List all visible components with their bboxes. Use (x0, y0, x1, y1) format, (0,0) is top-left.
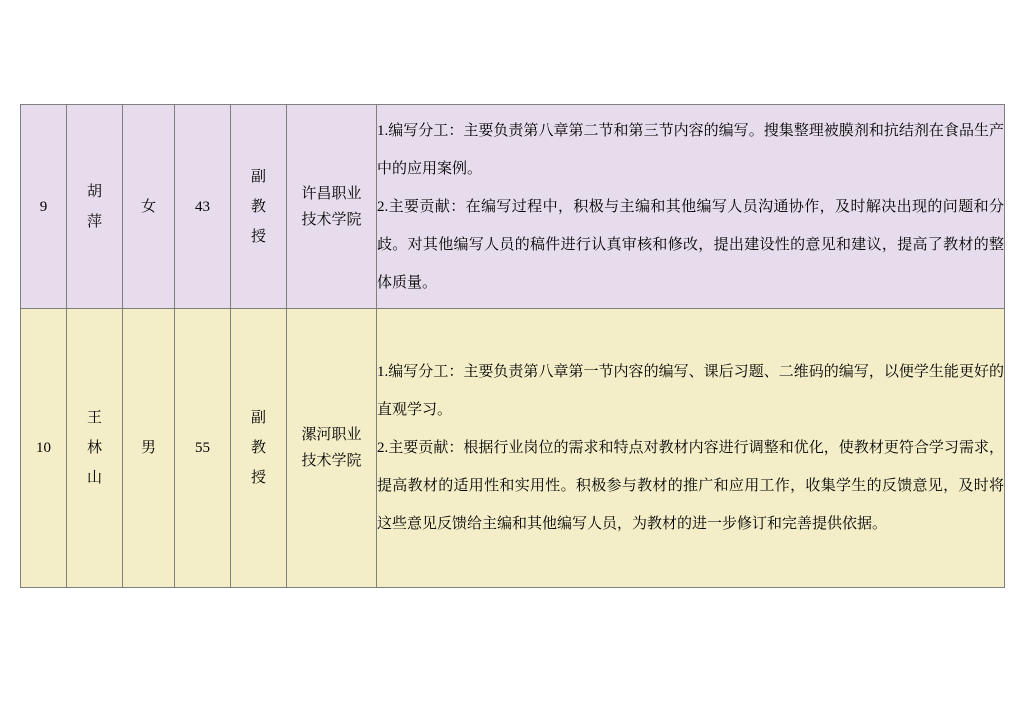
name-char: 胡 (86, 183, 102, 200)
row-name-cell (67, 105, 123, 309)
row-title-cell (231, 309, 287, 588)
title-char: 教 (250, 198, 266, 215)
organization-line: 许昌职业 (301, 185, 362, 202)
contributors-table (20, 104, 1005, 588)
organization-line: 技术学院 (301, 211, 362, 228)
table-row (21, 309, 1005, 588)
row-index-cell: 10 (21, 309, 67, 588)
name-char: 林 (86, 440, 102, 456)
row-title-cell (231, 105, 287, 309)
title-char: 授 (250, 228, 266, 245)
name-char: 萍 (86, 213, 102, 230)
name-char: 王 (86, 410, 102, 426)
row-age-cell: 43 (175, 105, 231, 309)
description-paragraph: 2.主要贡献：根据行业岗位的需求和特点对教材内容进行调整和优化，使教材更符合学习需求，提高教材的适用性和实用性。积极参与教材的推广和应用工作，收集学生的反馈意见，及时将这些意见反馈给主编和其他编写人员，为教材的进一步修订和完善提供依据。 (377, 440, 1004, 532)
table-row (21, 105, 1005, 309)
row-index-cell: 9 (21, 105, 67, 309)
row-organization-cell (287, 309, 377, 588)
row-description-cell (377, 105, 1005, 309)
row-age-cell: 55 (175, 309, 231, 588)
title-char: 副 (250, 168, 266, 185)
description-paragraph: 2.主要贡献：在编写过程中，积极与主编和其他编写人员沟通协作，及时解决出现的问题和分歧。对其他编写人员的稿件进行认真审核和修改，提出建设性的意见和建议，提高了教材的整体质量。 (377, 198, 1004, 291)
title-char: 副 (250, 410, 266, 426)
row-organization-cell (287, 105, 377, 309)
row-name-cell (67, 309, 123, 588)
row-description-cell (377, 309, 1005, 588)
row-sex-cell: 男 (123, 309, 175, 588)
title-char: 教 (250, 440, 266, 456)
row-sex-cell: 女 (123, 105, 175, 309)
name-char: 山 (86, 470, 102, 486)
description-paragraph: 1.编写分工：主要负责第八章第一节内容的编写、课后习题、二维码的编写，以便学生能更好的直观学习。 (377, 364, 1004, 418)
organization-line: 漯河职业 (301, 427, 362, 443)
title-char: 授 (250, 470, 266, 486)
organization-line: 技术学院 (301, 453, 362, 469)
description-paragraph: 1.编写分工：主要负责第八章第二节和第三节内容的编写。搜集整理被膜剂和抗结剂在食品生产中的应用案例。 (377, 122, 1004, 177)
